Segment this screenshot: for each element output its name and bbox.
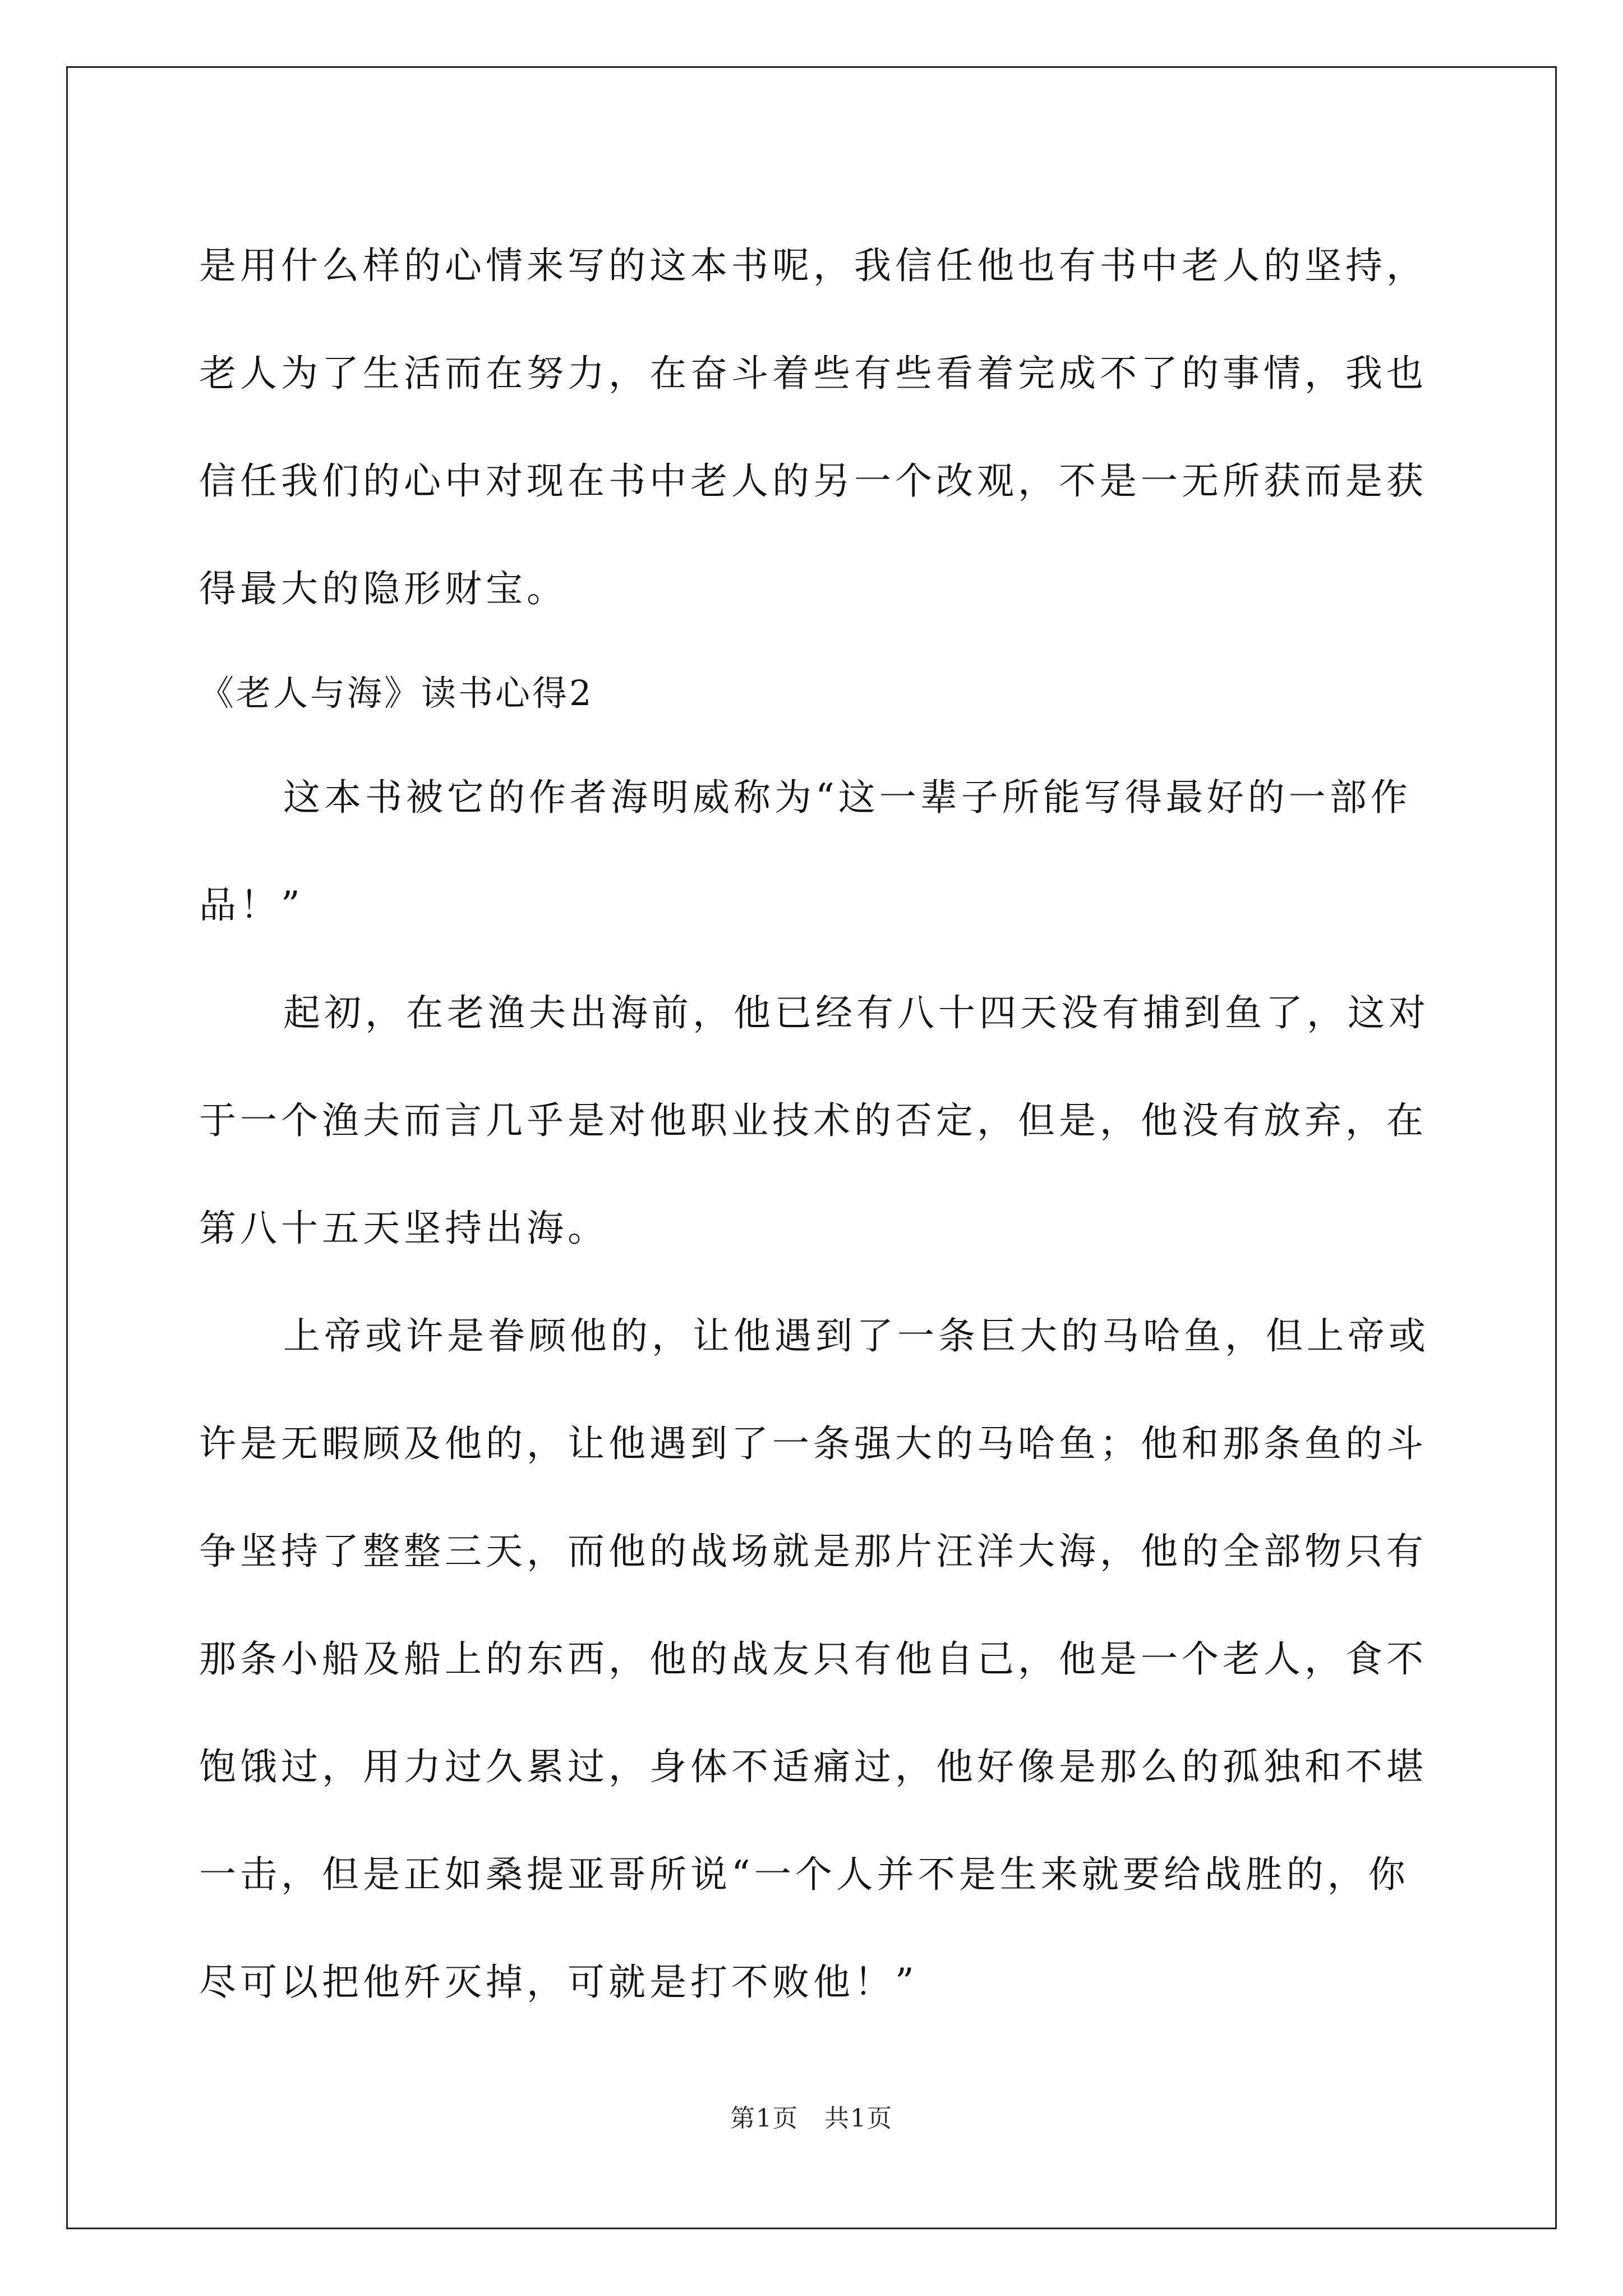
text-line: 得最大的隐形财宝。	[199, 567, 568, 610]
text-line: 一击，但是正如桑提亚哥所说“一个人并不是生来就要给战胜的，你	[199, 1853, 1409, 1896]
text-line: 许是无暇顾及他的，让他遇到了一条强大的马哈鱼；他和那条鱼的斗	[199, 1422, 1427, 1465]
text-line: 是用什么样的心情来写的这本书呢，我信任他也有书中老人的坚持，	[199, 244, 1427, 287]
text-line: 第八十五天坚持出海。	[199, 1207, 608, 1250]
text-line: 老人为了生活而在努力，在奋斗着些有些看着完成不了的事情，我也	[199, 352, 1427, 395]
text-line: 尽可以把他歼灭掉，可就是打不败他！”	[199, 1961, 918, 2004]
text-line: 那条小船及船上的东西，他的战友只有他自己，他是一个老人，食不	[199, 1637, 1427, 1681]
paragraph-4	[199, 1282, 1430, 2036]
text-line: 这本书被它的作者海明威称为“这一辈子所能写得最好的一部作	[283, 776, 1412, 819]
document-body	[199, 212, 1430, 2036]
paragraph-2	[199, 744, 1424, 959]
text-line: 争坚持了整整三天，而他的战场就是那片汪洋大海，他的全部物只有	[199, 1530, 1427, 1573]
paragraph-3	[199, 959, 1430, 1282]
section-heading: 《老人与海》读书心得2	[199, 673, 594, 714]
text-line: 信任我们的心中对现在书中老人的另一个改观，不是一无所获而是获	[199, 459, 1427, 503]
text-line: 品！”	[199, 884, 304, 927]
text-line: 饱饿过，用力过久累过，身体不适痛过，他好像是那么的孤独和不堪	[199, 1745, 1427, 1788]
paragraph-1	[199, 212, 1427, 643]
page-footer: 第1页 共1页	[730, 2104, 893, 2133]
text-line: 上帝或许是眷顾他的，让他遇到了一条巨大的马哈鱼，但上帝或	[283, 1314, 1430, 1358]
text-line: 起初，在老渔夫出海前，他已经有八十四天没有捕到鱼了，这对	[283, 991, 1430, 1034]
text-line: 于一个渔夫而言几乎是对他职业技术的否定，但是，他没有放弃，在	[199, 1099, 1427, 1142]
